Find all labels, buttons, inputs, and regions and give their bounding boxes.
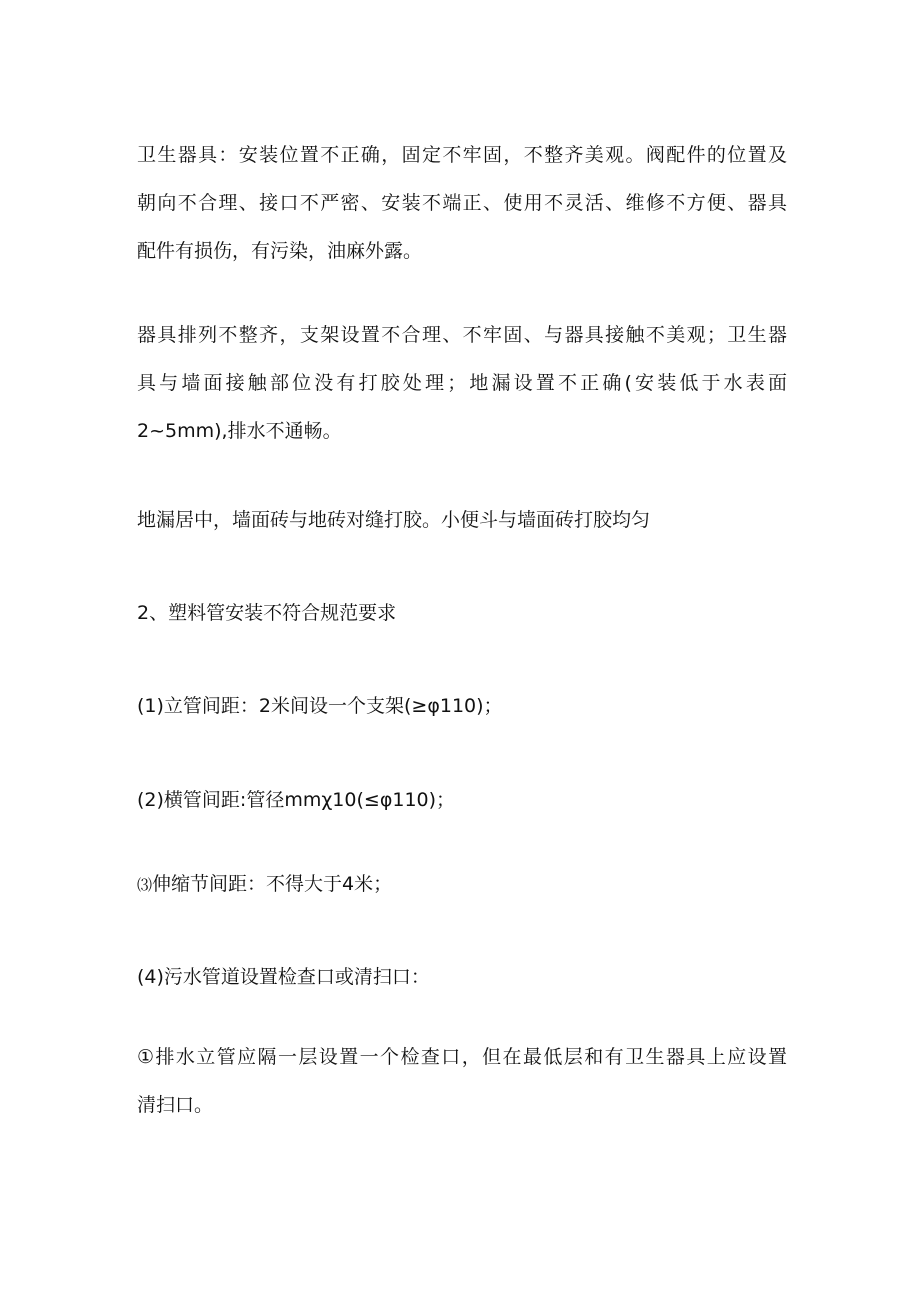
text-line: 2~5mm),排水不通畅。 — [137, 420, 342, 442]
paragraph-arrangement-defects — [137, 311, 787, 455]
text-content: 伸缩节间距：不得大于4米； — [152, 873, 393, 895]
text-line: (4)污水管道设置检查口或清扫口： — [137, 966, 430, 988]
text-line: 器具排列不整齐，支架设置不合理、不牢固、与器具接触不美观；卫生器 — [137, 324, 787, 346]
text-line — [137, 860, 787, 909]
text-line: 朝向不合理、接口不严密、安装不端正、使用不灵活、维修不方便、器具 — [137, 192, 787, 214]
text-line: (1)立管间距：2米间设一个支架(≥φ110)； — [137, 695, 503, 717]
text-line: ①排水立管应隔一层设置一个检查口，但在最低层和有卫生器具上应设置 — [137, 1046, 787, 1068]
text-line: 配件有损伤，有污染，油麻外露。 — [137, 240, 423, 262]
text-line: (2)横管间距:管径mmχ10(≤φ110)； — [137, 789, 456, 811]
text-line: 地漏居中，墙面砖与地砖对缝打胶。小便斗与墙面砖打胶均匀 — [137, 509, 651, 531]
list-item-inspection-openings — [137, 953, 787, 1001]
text-line: 清扫口。 — [137, 1094, 214, 1116]
paragraph-floor-drain — [137, 496, 787, 544]
list-item-drain-riser-inspection — [137, 1033, 787, 1129]
text-line: 具与墙面接触部位没有打胶处理；地漏设置不正确(安装低于水表面 — [137, 372, 787, 394]
list-item-expansion-joint-spacing — [137, 860, 787, 909]
paragraph-sanitary-ware-defects — [137, 131, 787, 275]
text-line: 卫生器具：安装位置不正确，固定不牢固，不整齐美观。阀配件的位置及 — [137, 144, 787, 166]
section-heading-plastic-pipe — [137, 589, 787, 637]
text-line: 2、塑料管安装不符合规范要求 — [137, 602, 397, 624]
list-item-horizontal-pipe-spacing — [137, 776, 787, 824]
list-item-vertical-pipe-spacing — [137, 682, 787, 730]
list-number: ⑶ — [137, 876, 153, 894]
